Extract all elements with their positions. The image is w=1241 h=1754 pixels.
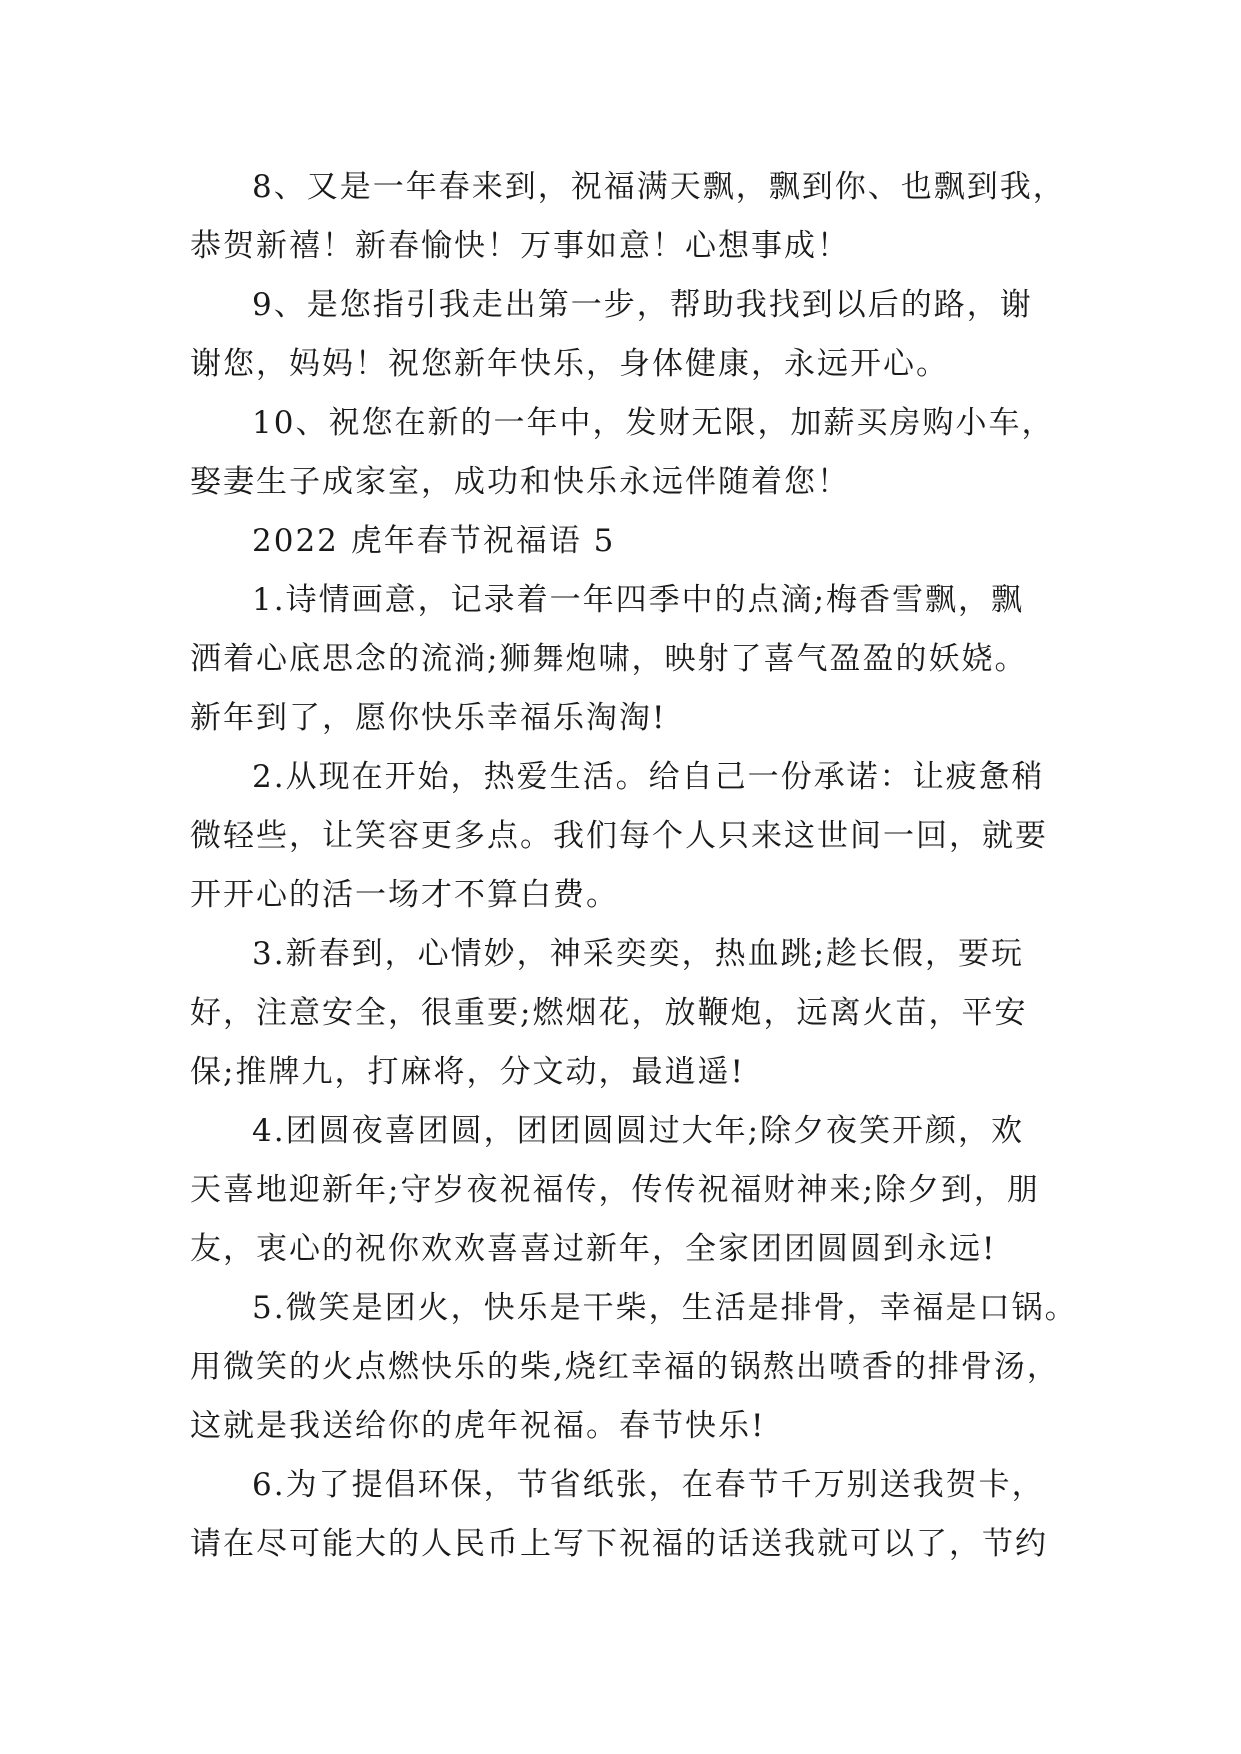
text-line: 用微笑的火点燃快乐的柴,烧红幸福的锅熬出喷香的排骨汤， [190,1349,1060,1385]
text-line: 10、祝您在新的一年中，发财无限，加薪买房购小车， [252,405,1055,441]
text-line: 恭贺新禧！新春愉快！万事如意！心想事成！ [190,228,850,264]
text-line: 谢您，妈妈！祝您新年快乐，身体健康，永远开心。 [190,346,949,382]
paragraph-item-1 [190,571,1070,748]
text-line: 这就是我送给你的虎年祝福。春节快乐! [190,1408,766,1444]
text-line: 友，衷心的祝你欢欢喜喜过新年，全家团团圆圆到永远! [190,1231,997,1267]
text-line: 开开心的活一场才不算白费。 [190,877,619,913]
text-line: 5.微笑是团火，快乐是干柴，生活是排骨，幸福是口锅。 [252,1290,1078,1326]
paragraph-item-6 [190,1456,1070,1574]
text-line: 9、是您指引我走出第一步，帮助我找到以后的路，谢 [252,287,1033,323]
paragraph-item-2 [190,748,1070,925]
text-line: 3.新春到，心情妙，神采奕奕，热血跳;趁长假，要玩 [252,936,1025,972]
paragraph-greeting-10 [190,394,1070,512]
text-line: 6.为了提倡环保，节省纸张，在春节千万别送我贺卡， [252,1467,1045,1503]
paragraph-item-4 [190,1102,1070,1279]
text-line: 洒着心底思念的流淌;狮舞炮啸，映射了喜气盈盈的妖娆。 [190,641,1028,677]
text-line: 4.团圆夜喜团圆，团团圆圆过大年;除夕夜笑开颜，欢 [252,1113,1025,1149]
text-line: 娶妻生子成家室，成功和快乐永远伴随着您！ [190,464,850,500]
section-heading [190,512,1070,571]
text-line: 请在尽可能大的人民币上写下祝福的话送我就可以了，节约 [190,1526,1048,1562]
text-line: 好，注意安全，很重要;燃烟花，放鞭炮，远离火苗，平安 [190,995,1028,1031]
paragraph-item-5 [190,1279,1078,1456]
paragraph-greeting-8 [190,158,1070,276]
text-line: 微轻些，让笑容更多点。我们每个人只来这世间一回，就要 [190,818,1048,854]
text-line: 2.从现在开始，热爱生活。给自己一份承诺：让疲惫稍 [252,759,1045,795]
paragraph-greeting-9 [190,276,1070,394]
text-line: 新年到了，愿你快乐幸福乐淘淘! [190,700,667,736]
text-line: 1.诗情画意，记录着一年四季中的点滴;梅香雪飘，飘 [252,582,1025,618]
section-title: 2022 虎年春节祝福语 5 [252,523,616,559]
text-line: 天喜地迎新年;守岁夜祝福传，传传祝福财神来;除夕到，朋 [190,1172,1040,1208]
text-line: 保;推牌九，打麻将，分文动，最逍遥! [190,1054,745,1090]
text-line: 8、又是一年春来到，祝福满天飘，飘到你、也飘到我， [252,169,1066,205]
paragraph-item-3 [190,925,1070,1102]
document-body [190,158,1078,1574]
